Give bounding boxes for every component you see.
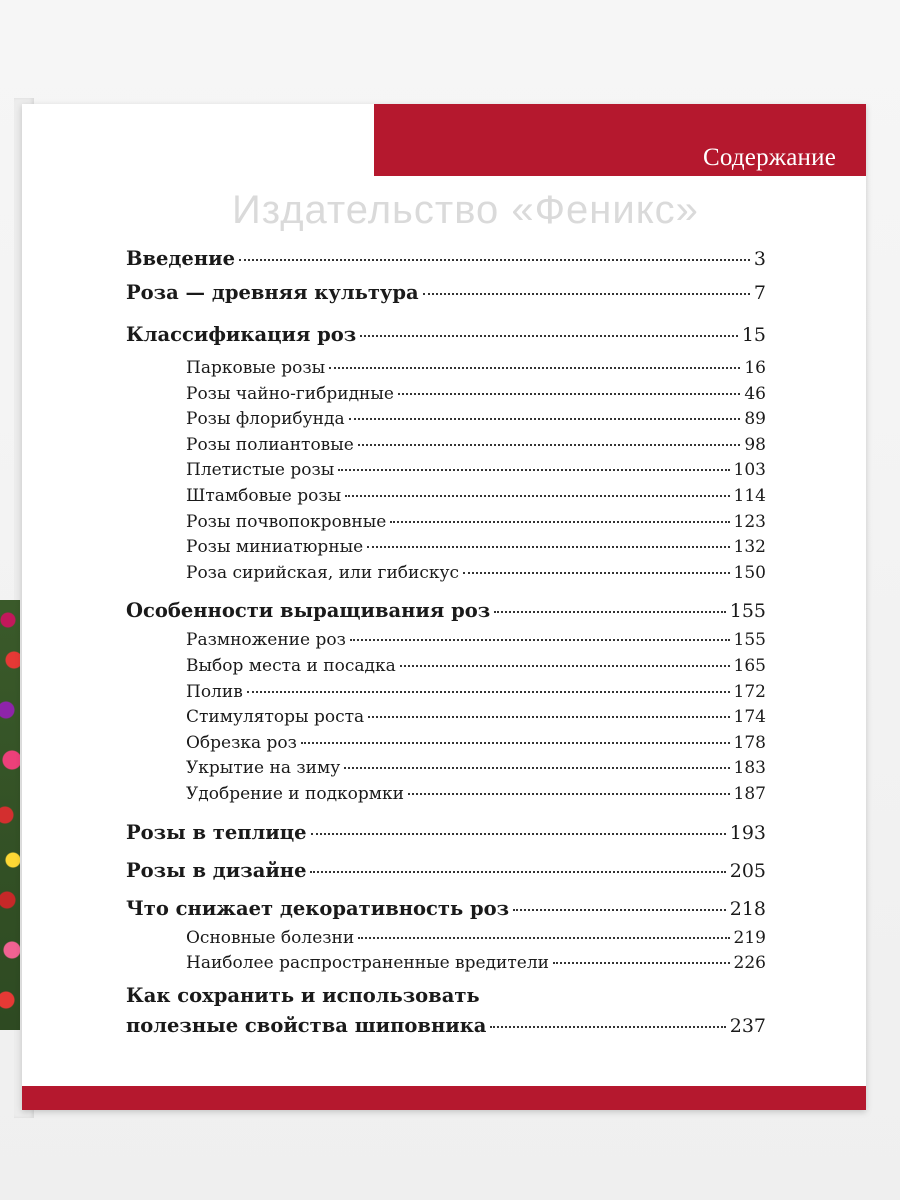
toc-entry-page: 237 [729, 1014, 766, 1037]
toc-entry-growing[interactable] [126, 594, 766, 628]
dot-leader [301, 742, 730, 744]
toc-subentry[interactable] [126, 458, 766, 484]
toc-entry-greenhouse[interactable] [126, 816, 766, 850]
toc-subentry-title: Розы миниатюрные [186, 537, 364, 558]
toc-subentry-page: 98 [744, 434, 766, 455]
toc-subentry-title: Розы полиантовые [186, 434, 354, 455]
toc-subentry-page: 16 [744, 358, 766, 378]
toc-entry-page: 7 [753, 282, 766, 304]
dot-leader [390, 521, 729, 523]
toc-subentry-title: Удобрение и подкормки [186, 783, 404, 804]
toc-subentry-title: Розы чайно-гибридные [186, 383, 394, 404]
toc-entry-classification[interactable] [126, 318, 766, 352]
dot-leader [553, 962, 730, 964]
toc-entry-title: Роза — древняя культура [126, 281, 419, 304]
toc-subentry-page: 123 [733, 511, 766, 532]
dot-leader [423, 293, 750, 295]
toc-entry-page: 15 [741, 324, 766, 346]
book-page [22, 104, 866, 1110]
toc-entry-title: Розы в дизайне [126, 858, 307, 882]
toc-subentry[interactable] [126, 756, 766, 782]
toc-subentry-title: Штамбовые розы [186, 485, 342, 506]
toc-entry-ancient[interactable] [126, 276, 766, 310]
toc-entry-page: 193 [729, 821, 766, 844]
toc-subentry-title: Розы почвопокровные [186, 511, 387, 532]
toc-subentry-page: 132 [733, 537, 766, 558]
footer-band [22, 1086, 866, 1110]
toc-subentry-page: 172 [733, 681, 766, 702]
dot-leader [367, 546, 729, 548]
dot-leader [329, 367, 740, 369]
toc-subentry-title: Обрезка роз [186, 732, 297, 753]
toc-entry-title-line1: Как сохранить и использовать [126, 983, 480, 1007]
dot-leader [408, 793, 730, 795]
header-band [374, 104, 866, 176]
toc-subentry[interactable] [126, 561, 766, 587]
toc-subentry-page: 187 [733, 783, 766, 804]
dot-leader [400, 665, 730, 667]
dot-leader [463, 572, 730, 574]
dot-leader [247, 691, 730, 693]
table-of-contents [126, 242, 766, 1041]
toc-subentry-page: 89 [744, 409, 766, 430]
toc-subentry-title: Розы флорибунда [186, 409, 345, 430]
dot-leader [358, 937, 729, 939]
toc-entry-title: Розы в теплице [126, 820, 307, 844]
dot-leader [490, 1026, 725, 1028]
toc-subentry-page: 178 [733, 732, 766, 753]
toc-subentry[interactable] [126, 926, 766, 952]
toc-subentry-page: 155 [733, 630, 766, 651]
toc-subentry-page: 46 [744, 383, 766, 404]
dot-leader [311, 833, 726, 835]
toc-subentry[interactable] [126, 654, 766, 680]
toc-entry-intro[interactable] [126, 242, 766, 276]
toc-subentry-page: 114 [733, 485, 766, 506]
dot-leader [349, 418, 741, 420]
dot-leader [358, 444, 741, 446]
dot-leader [494, 611, 726, 613]
toc-subentry-title: Роза сирийская, или гибискус [186, 562, 460, 583]
flower-photo-edge [0, 600, 20, 1030]
toc-subentry[interactable] [126, 680, 766, 706]
toc-entry-title-line2: полезные свойства шиповника [126, 1013, 487, 1037]
toc-subentry[interactable] [126, 382, 766, 408]
toc-subentry-page: 183 [733, 758, 766, 779]
toc-subentry-title: Полив [186, 681, 243, 702]
toc-subentry[interactable] [126, 731, 766, 757]
toc-entry-title: Что снижает декоративность роз [126, 896, 510, 920]
dot-leader [239, 259, 750, 261]
toc-subentry[interactable] [126, 484, 766, 510]
toc-subentry-title: Основные болезни [186, 927, 355, 948]
toc-subentry-title: Стимуляторы роста [186, 707, 365, 728]
toc-subentry[interactable] [126, 407, 766, 433]
toc-entry-page: 205 [729, 859, 766, 882]
toc-subentry[interactable] [126, 951, 766, 977]
toc-subentry-title: Парковые розы [186, 358, 326, 378]
dot-leader [360, 335, 738, 337]
toc-subentry[interactable] [126, 535, 766, 561]
dot-leader [513, 909, 726, 911]
toc-entry-decor[interactable] [126, 892, 766, 926]
toc-subentry-page: 226 [733, 953, 766, 974]
page-title: Содержание [703, 144, 836, 171]
dot-leader [310, 871, 725, 873]
dot-leader [350, 639, 730, 641]
dot-leader [368, 716, 729, 718]
dot-leader [398, 393, 740, 395]
toc-subentry[interactable] [126, 356, 766, 382]
toc-entry-title: Классификация роз [126, 323, 357, 346]
toc-entry-rosehip[interactable] [126, 981, 766, 1041]
toc-entry-page: 3 [753, 248, 766, 270]
toc-subentry-page: 165 [733, 655, 766, 676]
toc-entry-title: Введение [126, 247, 235, 270]
dot-leader [344, 767, 729, 769]
toc-subentry-title: Плетистые розы [186, 460, 335, 481]
toc-subentry-title: Размножение роз [186, 630, 346, 651]
toc-subentry[interactable] [126, 705, 766, 731]
toc-entry-page: 155 [729, 600, 766, 623]
toc-subentry[interactable] [126, 433, 766, 459]
toc-entry-page: 218 [729, 897, 766, 920]
toc-subentry-title: Наиболее распространенные вредители [186, 953, 549, 974]
show-through-text: Издательство «Феникс» [232, 188, 699, 232]
toc-subentry[interactable] [126, 628, 766, 654]
dot-leader [338, 469, 729, 471]
toc-subentry[interactable] [126, 782, 766, 808]
toc-subentry-page: 219 [733, 927, 766, 948]
toc-subentry-page: 150 [733, 562, 766, 583]
toc-subentry-title: Выбор места и посадка [186, 655, 396, 676]
toc-subentry[interactable] [126, 510, 766, 536]
toc-subentry-title: Укрытие на зиму [186, 758, 341, 779]
toc-entry-design[interactable] [126, 854, 766, 888]
toc-subentry-page: 174 [733, 707, 766, 728]
dot-leader [345, 495, 729, 497]
toc-entry-title: Особенности выращивания роз [126, 599, 491, 623]
toc-subentry-page: 103 [733, 460, 766, 481]
